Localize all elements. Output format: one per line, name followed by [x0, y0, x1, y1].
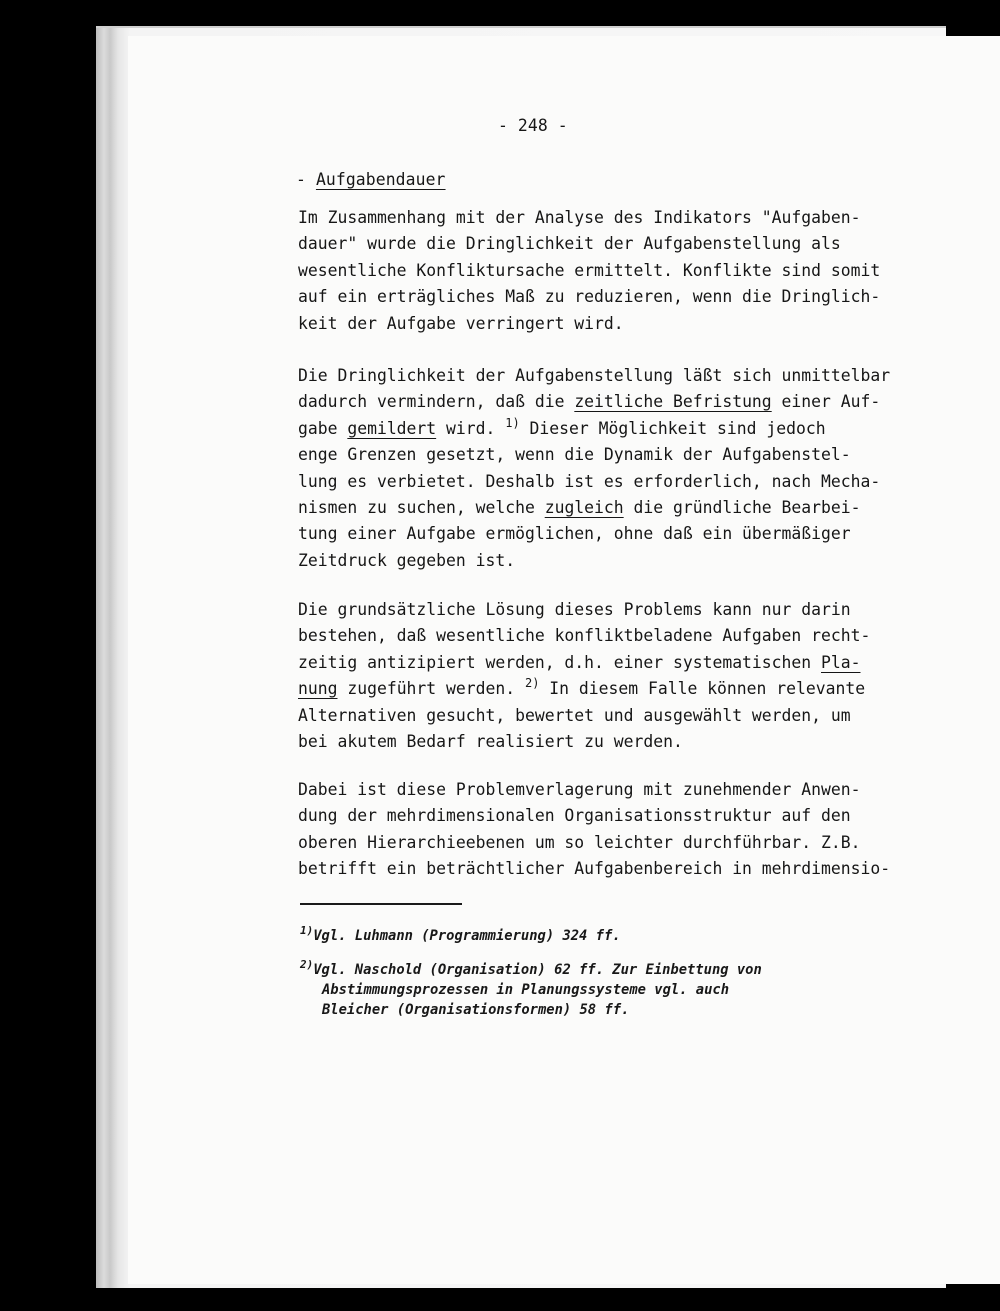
text-line: Alternativen gesucht, bewertet und ausgewählt werden, um — [298, 705, 851, 725]
text-line: Im Zusammenhang mit der Analyse des Indikators "Aufgaben- — [298, 208, 861, 227]
heading-title: Aufgabendauer — [315, 170, 446, 189]
text-line: keit der Aufgabe verringert wird. — [298, 313, 624, 333]
footnote-1 — [300, 926, 621, 946]
paragraph-3 — [298, 597, 918, 755]
text-line — [298, 416, 918, 442]
text-line: Die Dringlichkeit der Aufgabenstellung läßt sich unmittelbar — [298, 366, 891, 385]
text-line — [298, 495, 918, 521]
text-line: lung es verbietet. Deshalb ist es erforderlich, nach Mecha- — [298, 471, 881, 491]
text-segment: dadurch vermindern, daß die — [298, 392, 575, 412]
text-segment: die gründliche Bearbei- — [623, 498, 861, 518]
text-line: wesentliche Konfliktursache ermittelt. Konflikte sind somit — [298, 260, 881, 280]
underlined-term: nung — [298, 679, 338, 699]
page-number: - 248 - — [498, 116, 568, 135]
underlined-term: zugleich — [544, 498, 624, 518]
footnote-text: Vgl. Naschold (Organisation) 62 ff. Zur Einbettung von — [313, 962, 762, 978]
text-line — [298, 389, 918, 415]
text-line: dauer" wurde die Dringlichkeit der Aufgabenstellung als — [298, 234, 841, 254]
text-line: betrifft ein beträchtlicher Aufgabenbereich in mehrdimensio- — [298, 859, 891, 879]
text-segment: gabe — [298, 418, 348, 438]
footnote-2 — [300, 960, 762, 1020]
text-segment: einer Auf- — [771, 392, 881, 412]
footnote-line: Bleicher (Organisationsformen) 58 ff. — [322, 1002, 630, 1018]
footnote-ref-2: 2) — [524, 676, 540, 691]
footnote-line: Abstimmungsprozessen in Planungssysteme vgl. auch — [322, 982, 730, 998]
underlined-term: gemildert — [347, 418, 437, 438]
footnote-line — [300, 926, 621, 946]
paragraph-2 — [298, 363, 918, 574]
footnote-text: Vgl. Luhmann (Programmierung) 324 ff. — [313, 928, 621, 944]
underlined-term: Pla- — [821, 652, 861, 672]
footnote-line — [300, 960, 762, 980]
text-line: bei akutem Bedarf realisiert zu werden. — [298, 732, 683, 752]
text-line — [298, 676, 918, 702]
text-line: dung der mehrdimensionalen Organisationsstruktur auf den — [298, 806, 851, 826]
footnote-marker: 1) — [300, 924, 314, 937]
footnote-marker: 2) — [300, 958, 314, 971]
text-line — [298, 650, 918, 676]
text-segment: In diesem Falle können relevante — [539, 679, 866, 699]
paragraph-1 — [298, 205, 918, 337]
text-line: tung einer Aufgabe ermöglichen, ohne daß ein übermäßiger — [298, 524, 851, 544]
text-segment: zeitig antizipiert werden, d.h. einer systematischen — [298, 652, 822, 672]
footnote-separator — [300, 903, 462, 905]
text-line: bestehen, daß wesentliche konfliktbeladene Aufgaben recht- — [298, 626, 871, 646]
underlined-term: zeitliche Befristung — [574, 392, 772, 412]
section-heading — [296, 170, 446, 189]
text-line: Zeitdruck gegeben ist. — [298, 550, 516, 570]
text-line: Die grundsätzliche Lösung dieses Problems kann nur darin — [298, 600, 851, 619]
text-segment: Dieser Möglichkeit sind jedoch — [519, 418, 826, 438]
text-segment: nismen zu suchen, welche — [298, 498, 545, 518]
text-segment: zugeführt werden. — [337, 679, 525, 699]
text-line: oberen Hierarchieebenen um so leichter durchführbar. Z.B. — [298, 832, 861, 852]
text-line: auf ein erträgliches Maß zu reduzieren, wenn die Dringlich- — [298, 287, 881, 307]
footnote-ref-1: 1) — [505, 415, 520, 430]
text-line: enge Grenzen gesetzt, wenn die Dynamik der Aufgabenstel- — [298, 445, 851, 465]
heading-dash: - — [296, 170, 316, 189]
text-line: Dabei ist diese Problemverlagerung mit zunehmender Anwen- — [298, 780, 861, 799]
paragraph-4 — [298, 777, 918, 883]
text-segment: wird. — [436, 418, 506, 438]
